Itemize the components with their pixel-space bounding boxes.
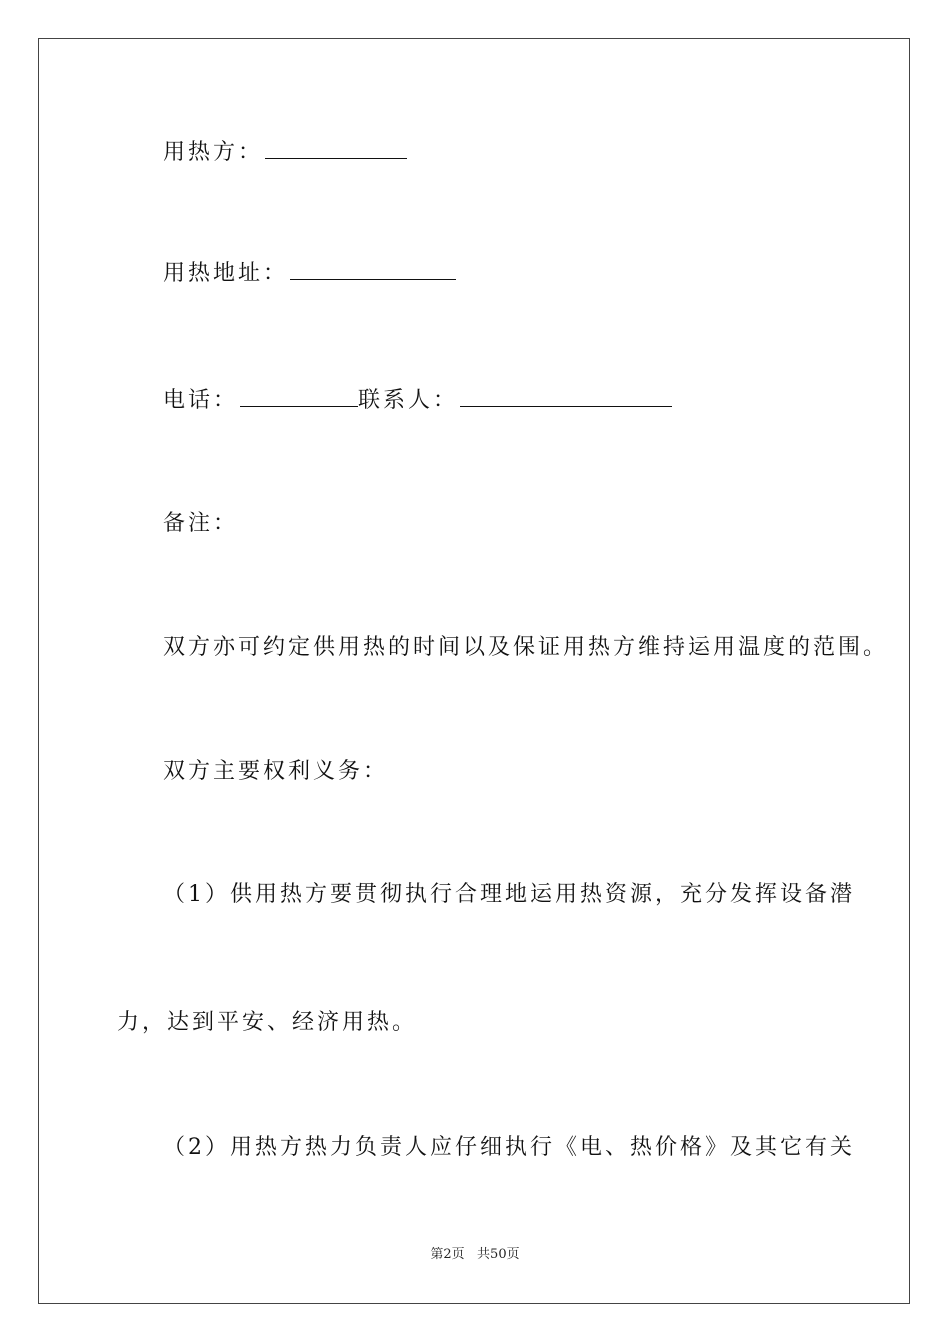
page-border	[38, 38, 910, 1304]
heat-user-line	[163, 136, 407, 168]
contact-line	[163, 384, 672, 416]
paragraph-time-range: 双方亦可约定供用热的时间以及保证用热方维持运用温度的范围。	[163, 635, 889, 660]
contact-blank	[460, 384, 672, 407]
page-footer: 第2页 共50页	[430, 1247, 520, 1262]
paragraph-item-1-line-2: 力，达到平安、经济用热。	[117, 1010, 418, 1035]
heat-user-blank	[265, 136, 407, 159]
phone-label: 电话：	[163, 388, 239, 413]
heat-address-line	[163, 257, 456, 289]
heat-address-label: 用热地址：	[163, 261, 289, 286]
contact-label: 联系人：	[358, 388, 459, 413]
remarks-label: 备注：	[163, 511, 239, 536]
heat-user-label: 用热方：	[163, 140, 264, 165]
heat-address-blank	[290, 257, 456, 280]
paragraph-item-2-line-1: （2）用热方热力负责人应仔细执行《电、热价格》及其它有关	[163, 1135, 855, 1160]
paragraph-rights-heading: 双方主要权利义务：	[163, 759, 389, 784]
remarks-line	[163, 509, 238, 539]
phone-blank	[240, 384, 358, 407]
paragraph-item-1-line-1: （1）供用热方要贯彻执行合理地运用热资源，充分发挥设备潜	[163, 882, 855, 907]
